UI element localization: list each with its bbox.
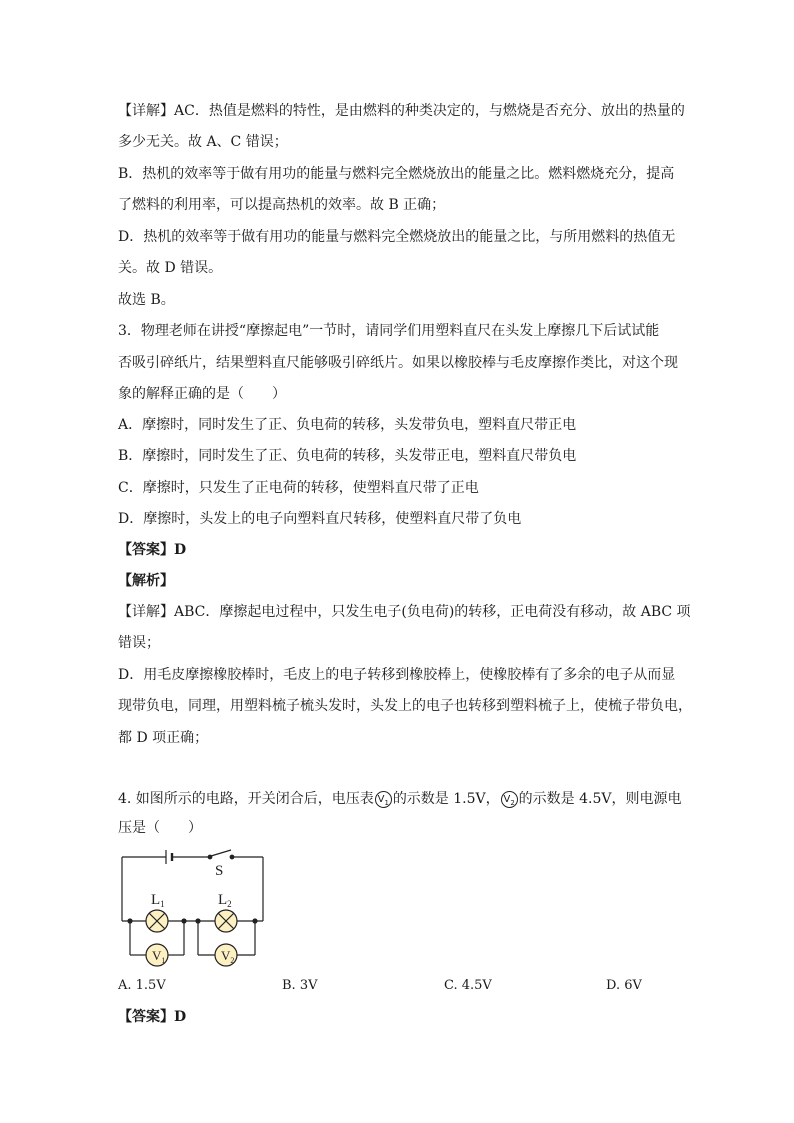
analysis-heading: 【解析】 <box>118 573 174 589</box>
option-c: C．摩擦时，只发生了正电荷的转移，使塑料直尺带了正电 <box>118 480 479 496</box>
switch-blade <box>211 850 231 856</box>
question-text: 3．物理老师在讲授“摩擦起电”一节时，请同学们用塑料直尺在头发上摩擦几下后试试能 <box>118 323 660 339</box>
question-text: 否吸引碎纸片，结果塑料直尺能够吸引碎纸片。如果以橡胶棒与毛皮摩擦作类比，对这个现 <box>118 355 678 371</box>
answer-heading: 【答案】D <box>118 1009 187 1025</box>
text-line: 故选 B。 <box>118 292 175 308</box>
switch-label: S <box>215 863 224 879</box>
question-text: 象的解释正确的是（ ） <box>118 386 286 402</box>
text-line: 【详解】ABC．摩擦起电过程中，只发生电子(负电荷)的转移，正电荷没有移动，故 ABC 项 <box>118 604 691 620</box>
lamp-l2 <box>215 910 237 932</box>
option-a: A. 1.5V <box>118 978 166 993</box>
switch-contact <box>230 855 234 859</box>
q4-part3: 的示数是 4.5V，则电源电 <box>518 791 682 807</box>
voltmeter-v1 <box>146 944 168 966</box>
svg-text:V1: $V_1$ <box>152 948 166 965</box>
text-line: 关。故 D 错误。 <box>118 260 223 276</box>
option-b: B. 3V <box>282 978 318 993</box>
question-text <box>118 789 681 809</box>
text-line: 【详解】AC．热值是燃料的特性，是由燃料的种类决定的，与燃烧是否充分、放出的热量的 <box>118 103 685 119</box>
text-line: B．热机的效率等于做有用功的能量与燃料完全燃烧放出的能量之比。燃料燃烧充分，提高 <box>118 166 675 182</box>
text-line: 都 D 项正确； <box>118 730 209 746</box>
svg-text:V2: $V_2$ <box>221 948 235 965</box>
text-line: 多少无关。故 A、C 错误； <box>118 134 288 150</box>
text-line: 现带负电，同理，用塑料梳子梳头发时，头发上的电子也转移到塑料梳子上，使梳子带负电， <box>118 698 692 714</box>
option-a: A．摩擦时，同时发生了正、负电荷的转移，头发带负电，塑料直尺带正电 <box>118 417 577 433</box>
voltmeter-2-symbol: $V_2$ <box>501 791 518 808</box>
text-line: 错误； <box>118 635 160 651</box>
option-b: B．摩擦时，同时发生了正、负电荷的转移，头发带正电，塑料直尺带负电 <box>118 448 577 464</box>
text-line: D．热机的效率等于做有用功的能量与燃料完全燃烧放出的能量之比，与所用燃料的热值无 <box>118 229 676 245</box>
circuit-diagram <box>118 844 278 972</box>
lamp-l1 <box>146 910 168 932</box>
voltmeter-v2 <box>215 944 237 966</box>
q4-part2: 的示数是 1.5V， <box>392 791 500 807</box>
option-d: D. 6V <box>606 978 642 993</box>
question-text: 压是（ ） <box>118 820 202 836</box>
option-c: C. 4.5V <box>444 978 492 993</box>
lamp-l2-label: $L_2$ <box>218 892 232 909</box>
q4-part1: 4. 如图所示的电路，开关闭合后，电压表 <box>118 791 374 807</box>
option-d: D．摩擦时，头发上的电子向塑料直尺转移，使塑料直尺带了负电 <box>118 511 522 527</box>
answer-heading: 【答案】D <box>118 542 187 558</box>
text-line: 了燃料的利用率，可以提高热机的效率。故 B 正确； <box>118 197 446 213</box>
voltmeter-1-symbol: $V_1$ <box>375 791 392 808</box>
lamp-l1-label: $L_1$ <box>151 892 165 909</box>
text-line: D．用毛皮摩擦橡胶棒时，毛皮上的电子转移到橡胶棒上，使橡胶棒有了多余的电子从而显 <box>118 667 676 683</box>
